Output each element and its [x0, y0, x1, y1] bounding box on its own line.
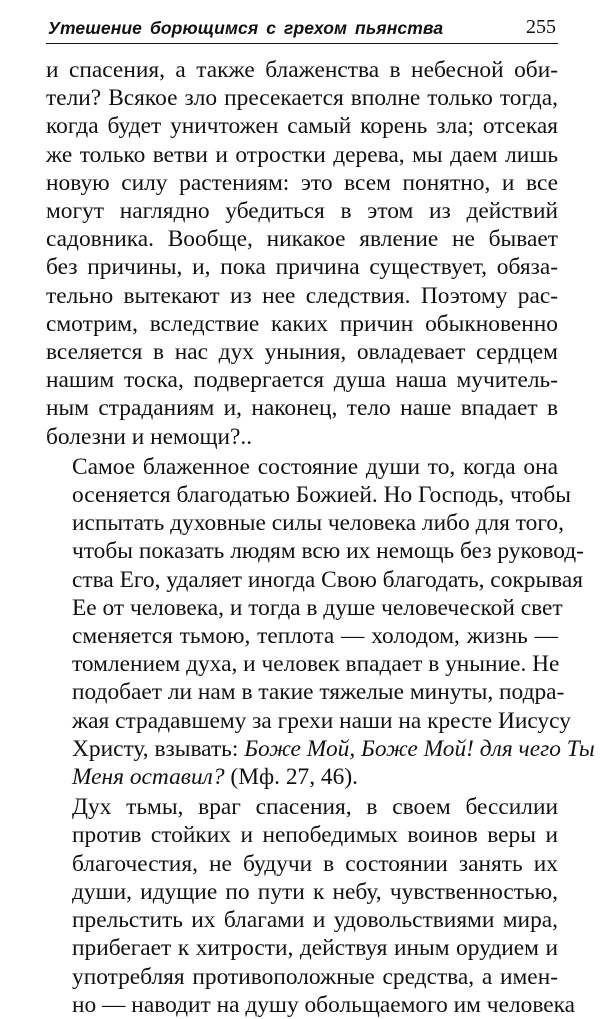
text-line: испытать духовные силы человека либо для того, [72, 510, 564, 537]
text-line: вселяется в нас дух уныния, овладевает сердцем [46, 339, 558, 366]
text-line: садовника. Вообще, никакое явление не бывает [46, 226, 558, 253]
text-line: подобает ли нам в такие тяжелые минуты, подра- [72, 679, 565, 706]
scripture-reference: (Мф. 27, 46). [224, 764, 358, 791]
text-line: же только ветви и отростки дерева, мы даем лишь [46, 141, 558, 168]
text-line: жая страдавшему за грехи наши на кресте Иисусу [72, 707, 571, 734]
text-line: смотрим, вследствие каких причин обыкновенно [46, 310, 558, 337]
page-number: 255 [526, 16, 556, 38]
text-line: томлением духа, и человек впадает в уныние. Не [72, 651, 560, 678]
text-line: благочестия, не будучи в состоянии занять их [72, 850, 558, 877]
text-line: тели? Всякое зло пресекается вполне только тогда, [46, 85, 558, 112]
text-line: но — наводит на душу обольщаемого им человека [72, 991, 576, 1018]
text-line: против стойких и непобедимых воинов веры и [72, 822, 558, 849]
text-line: и спасения, а также блаженства в небесной оби- [46, 57, 558, 83]
scripture-quote: Боже Мой, Боже Мой! для чего Ты [244, 735, 595, 762]
running-title: Утешение борющимся с грехом пьянства [48, 18, 444, 38]
paragraph-3 [46, 793, 576, 1019]
running-header [46, 14, 558, 44]
paragraph-2 [46, 453, 595, 791]
text-line: души, идущие по пути к небу, чувственностью, [72, 878, 558, 905]
text-line: прибегает к хитрости, действуя иным орудием и [72, 935, 558, 962]
text-line [46, 763, 558, 791]
text-line: сменяется тьмою, теплота — холодом, жизнь — [72, 623, 558, 650]
scripture-quote: Меня оставил? [72, 764, 225, 791]
text-line: Самое блаженное состояние души то, когда она [72, 453, 558, 480]
text-line: ства Его, удаляет иногда Свою благодать, сокрывая [72, 566, 584, 593]
text-line: могут наглядно убедиться в этом из действий [46, 198, 558, 225]
text-line: когда будет уничтожен самый корень зла; отсекая [46, 113, 558, 140]
text-line: тельно вытекают из нее следствия. Поэтому рас- [46, 282, 558, 309]
text-line: Дух тьмы, враг спасения, в своем бессилии [72, 794, 558, 821]
body-text [46, 56, 595, 1019]
book-page [46, 14, 595, 1019]
text-line: Ее от человека, и тогда в душе человеческой свет [72, 594, 563, 621]
text-line: новую силу растениям: это всем понятно, и все [46, 169, 558, 196]
text-line [46, 735, 595, 763]
text-line: нашим тоска, подвергается душа наша мучитель- [46, 367, 558, 394]
text-line: прельстить их благами и удовольствиями мира, [72, 907, 558, 934]
text-line: болезни и немощи?.. [46, 423, 253, 450]
text-line: осеняется благодатью Божией. Но Господь, чтобы [72, 482, 571, 509]
text-line: чтобы показать людям всю их немощь без руковод- [72, 538, 584, 565]
paragraph-1 [46, 56, 558, 451]
text-line: без причины, и, пока причина существует, обяза- [46, 254, 558, 281]
text-line: ным страданиям и, наконец, тело наше впадает в [46, 395, 558, 422]
text-run: Христу, взывать: [72, 735, 245, 762]
text-line: употребляя противоположные средства, а имен- [72, 963, 558, 990]
